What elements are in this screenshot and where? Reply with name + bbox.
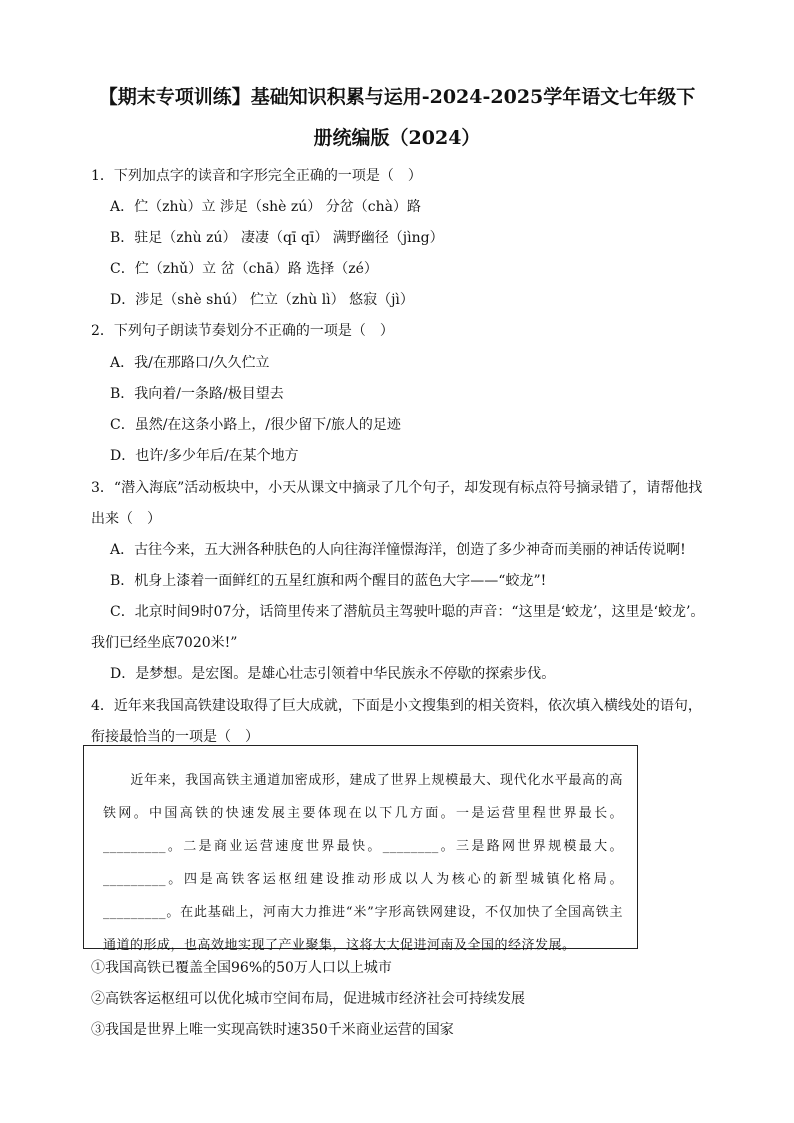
question-1-option-b: B．驻足（zhù zú） 凄凄（qī qī） 满野幽径（jìng） (110, 230, 444, 246)
question-3-option-b: B．机身上漆着一面鲜红的五星红旗和两个醒目的蓝色大字——“蛟龙”! (110, 573, 547, 589)
question-2-option-d: D．也许/多少年后/在某个地方 (110, 448, 299, 464)
question-2-option-b: B．我向着/一条路/极目望去 (110, 386, 284, 402)
question-3-option-c-continued: 我们已经坐底7020米!” (91, 635, 238, 651)
reading-passage-text: 近年来，我国高铁主通道加密成形，建成了世界上规模最大、现代化水平最高的高铁网。中国高铁的快速发展主要体现在以下几方面。一是运营里程世界最长。_________。二是商业运营速度世界最快。________。三是路网世界规模最大。_________。四是高铁客运枢纽建设推动形成以人为核心的新型城镇化格局。_________。在此基础上，河南大力推进“米”字形高铁网建设，不仅加快了全国高铁主通道的形成，也高效地实现了产业聚集，这将大大促进河南及全国的经济发展。 (103, 773, 623, 953)
reading-passage-box (83, 745, 638, 953)
question-1-stem: 1．下列加点字的读音和字形完全正确的一项是（ ） (91, 168, 422, 184)
question-2-option-a: A．我/在那路口/久久伫立 (110, 355, 270, 371)
question-3-option-d: D．是梦想。是宏图。是雄心壮志引领着中华民族永不停歇的探索步伐。 (110, 666, 556, 682)
question-1-option-a: A．伫（zhù）立 涉足（shè zú） 分岔（chà）路 (110, 199, 421, 215)
question-2-stem: 2．下列句子朗读节奏划分不正确的一项是（ ） (91, 323, 394, 339)
page-title-line1: 【期末专项训练】基础知识积累与运用-2024-2025学年语文七年级下 (98, 86, 696, 108)
question-1-option-d: D．涉足（shè shú） 伫立（zhù lì） 悠寂（jì） (110, 292, 414, 308)
question-4-item-2: ②高铁客运枢纽可以优化城市空间布局，促进城市经济社会可持续发展 (91, 991, 525, 1007)
question-4-item-1: ①我国高铁已覆盖全国96%的50万人口以上城市 (91, 960, 392, 976)
question-3-stem-line1: 3．“潜入海底”活动板块中，小天从课文中摘录了几个句子，却发现有标点符号摘录错了，请帮他找 (91, 480, 703, 496)
question-2-option-c: C．虽然/在这条小路上，/很少留下/旅人的足迹 (110, 417, 401, 433)
page-title-line2: 册统编版（2024） (313, 127, 481, 149)
question-4-stem-line1: 4．近年来我国高铁建设取得了巨大成就，下面是小文搜集到的相关资料，依次填入横线处的语句， (91, 698, 702, 714)
question-1-option-c: C．伫（zhǔ）立 岔（chā）路 选择（zé） (110, 261, 378, 277)
question-3-stem-line2: 出来（ ） (91, 511, 161, 527)
question-3-option-c: C．北京时间9时07分，话筒里传来了潜航员主驾驶叶聪的声音：“这里是‘蛟龙’，这里是‘蛟龙’。 (110, 604, 705, 620)
question-3-option-a: A．古往今来，五大洲各种肤色的人向往海洋憧憬海洋，创造了多少神奇而美丽的神话传说啊! (110, 542, 686, 558)
question-4-stem-line2: 衔接最恰当的一项是（ ） (91, 729, 259, 745)
question-4-item-3: ③我国是世界上唯一实现高铁时速350千米商业运营的国家 (91, 1022, 454, 1038)
